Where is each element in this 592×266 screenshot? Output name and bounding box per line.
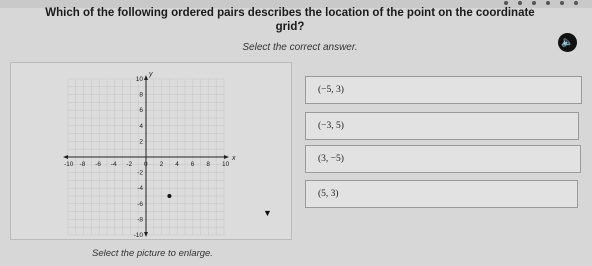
x-tick-label: -6 <box>95 161 101 168</box>
speaker-icon: 🔈 <box>561 37 574 48</box>
question-text <box>20 6 560 34</box>
y-tick-label: 10 <box>135 76 143 83</box>
x-tick-label: -4 <box>110 161 117 168</box>
y-tick-label: 4 <box>139 122 143 130</box>
x-tick-label: 0 <box>144 161 148 168</box>
answer-choice-label: (3, −5) <box>318 154 344 164</box>
x-tick-label: -10 <box>64 161 74 168</box>
toolbar-icon[interactable] <box>532 1 536 5</box>
x-tick-label: 8 <box>206 161 211 168</box>
mouse-cursor-icon: ▼ <box>263 208 272 218</box>
answer-choice-label: (−3, 5) <box>318 121 344 131</box>
y-axis-arrow-down <box>144 232 148 237</box>
x-tick-label: -8 <box>79 161 86 168</box>
toolbar-icon[interactable] <box>560 1 564 5</box>
toolbar-icon[interactable] <box>574 1 578 5</box>
y-tick-label: -6 <box>137 200 143 208</box>
answer-choice-3[interactable] <box>305 145 581 173</box>
y-axis-label: y <box>149 71 153 78</box>
x-axis-arrow-right <box>224 155 229 159</box>
y-axis-arrow-up <box>144 75 148 80</box>
y-tick-label: 2 <box>139 138 143 146</box>
y-tick-label: -8 <box>137 216 143 224</box>
y-tick-label: 8 <box>139 91 143 99</box>
answer-choice-label: (−5, 3) <box>318 85 344 95</box>
x-axis-label: x <box>232 155 236 162</box>
toolbar-icon[interactable] <box>518 1 522 5</box>
x-tick-label: -2 <box>126 161 133 168</box>
y-tick-label: -10 <box>133 232 143 239</box>
x-tick-label: 6 <box>190 161 195 168</box>
toolbar-icons <box>504 1 578 5</box>
question-line-2: grid? <box>275 21 305 33</box>
instruction-text: Select the correct answer. <box>242 42 358 53</box>
answer-choice-1[interactable] <box>305 76 582 104</box>
plotted-point <box>167 194 171 198</box>
question-line-1: Which of the following ordered pairs describes the location of the point on the coordinate <box>45 7 535 19</box>
enlarge-hint: Select the picture to enlarge. <box>92 248 213 259</box>
x-tick-label: 4 <box>175 161 179 168</box>
answer-choice-4[interactable] <box>305 180 578 208</box>
x-tick-label: 2 <box>159 161 164 168</box>
y-tick-label: 6 <box>139 107 143 115</box>
coordinate-grid <box>11 63 291 239</box>
coordinate-grid-image[interactable] <box>10 62 292 240</box>
answer-choice-2[interactable] <box>305 112 579 140</box>
axes <box>63 71 236 237</box>
toolbar-icon[interactable] <box>504 1 508 5</box>
y-tick-label: -4 <box>137 185 143 193</box>
answer-choice-label: (5, 3) <box>318 189 339 199</box>
audio-button[interactable] <box>558 33 577 52</box>
x-axis-arrow-left <box>63 155 68 159</box>
y-tick-label: -2 <box>137 169 143 177</box>
toolbar-icon[interactable] <box>546 1 550 5</box>
x-tick-label: 10 <box>222 161 230 168</box>
